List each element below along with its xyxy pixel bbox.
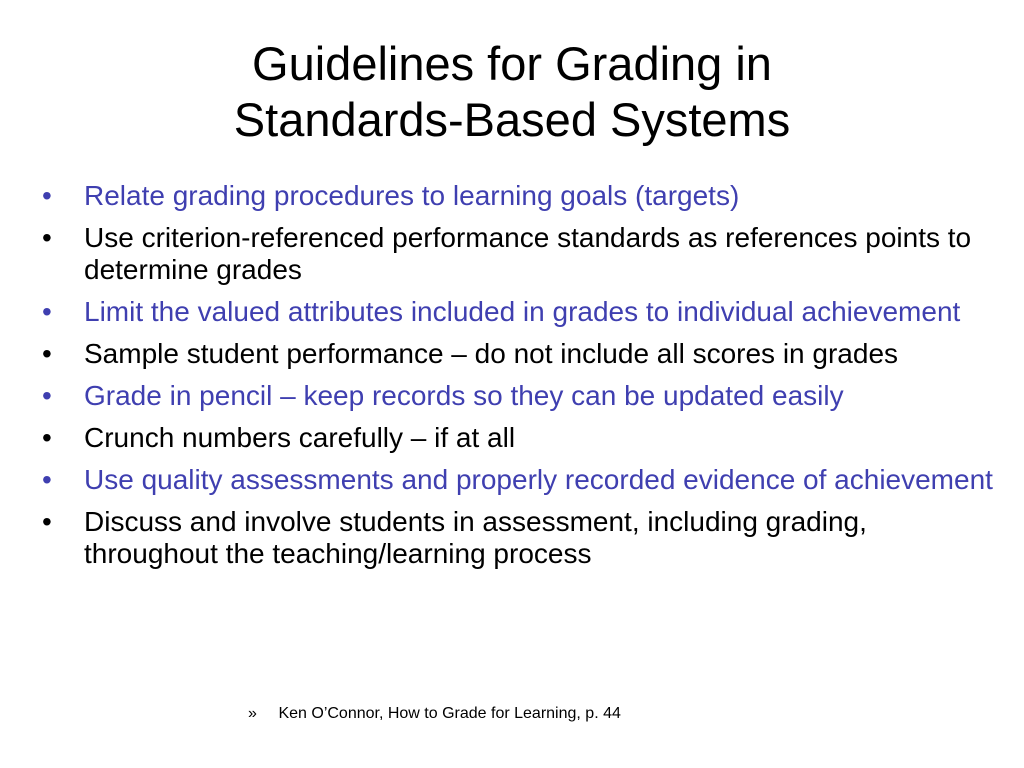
bullet-item bbox=[42, 422, 1002, 454]
bullet-list bbox=[42, 180, 1002, 580]
citation-marker: » bbox=[248, 705, 257, 722]
bullet-text: Limit the valued attributes included in grades to individual achievement bbox=[84, 296, 961, 327]
bullet-item bbox=[42, 380, 1002, 412]
bullet-marker: • bbox=[42, 380, 52, 411]
bullet-text: Relate grading procedures to learning goals (targets) bbox=[84, 180, 740, 211]
bullet-marker: • bbox=[42, 338, 52, 369]
bullet-marker: • bbox=[42, 422, 52, 453]
bullet-item bbox=[42, 338, 1002, 370]
bullet-marker: • bbox=[42, 180, 52, 211]
bullet-item bbox=[42, 506, 1002, 570]
bullet-marker: • bbox=[42, 222, 52, 253]
bullet-text: Discuss and involve students in assessment, including grading, throughout the teaching/learning process bbox=[84, 506, 867, 569]
slide-title-line-1: Guidelines for Grading in bbox=[252, 37, 772, 90]
bullet-text: Sample student performance – do not include all scores in grades bbox=[84, 338, 899, 369]
citation bbox=[248, 704, 621, 724]
slide-title-line-2: Standards-Based Systems bbox=[233, 93, 791, 146]
bullet-marker: • bbox=[42, 506, 52, 537]
bullet-text: Use criterion-referenced performance standards as references points to determine grades bbox=[84, 222, 972, 285]
bullet-text: Crunch numbers carefully – if at all bbox=[84, 422, 516, 453]
citation-text: Ken O’Connor, How to Grade for Learning, p. 44 bbox=[278, 705, 621, 722]
bullet-item bbox=[42, 222, 1002, 286]
bullet-marker: • bbox=[42, 464, 52, 495]
slide-title bbox=[0, 36, 1024, 148]
bullet-marker: • bbox=[42, 296, 52, 327]
bullet-item bbox=[42, 464, 1002, 496]
bullet-item bbox=[42, 180, 1002, 212]
bullet-item bbox=[42, 296, 1002, 328]
bullet-text: Use quality assessments and properly recorded evidence of achievement bbox=[84, 464, 993, 495]
bullet-text: Grade in pencil – keep records so they can be updated easily bbox=[84, 380, 844, 411]
